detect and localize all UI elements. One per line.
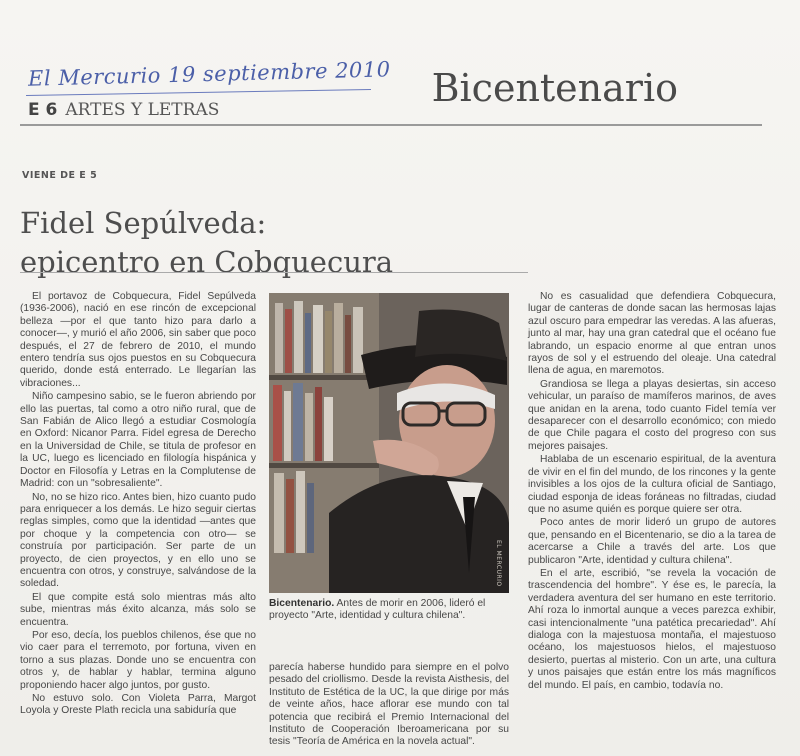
- portrait-photo-illustration: [269, 293, 509, 593]
- paragraph: El portavoz de Cobquecura, Fidel Sepúlveda (1936-2006), nació en ese rincón de excepcional belleza —por el que tanto hizo para darlo a conocer—, y murió el año 2006, sin saber que poco después, el 27 de febrero de 2010, el mundo entero tendría sus ojos puestos en su Cobquecura querido, donde está enterrado. Le llegarían las vibraciones...: [20, 291, 256, 389]
- paragraph: En el arte, escribió, "se revela la vocación de trascendencia del hombre". Y ése es, le parecía, la verdadera aventura del ser humano en este territorio. Ahí roza lo inmortal aunque a veces parezca exhibir, casi intencionalmente "una patética precariedad". Ahí dialoga con la majestuosa montaña, el majestuoso océano, los majestuosos hielos, el majestuoso desierto, puertas al misterio. Con un arte, una cultura y unos paisajes que están entre los más magníficos del mundo. El país, en cambio, todavía no.: [528, 567, 776, 691]
- paragraph: El que compite está solo mientras más alto sube, mientras más éxito alcanza, más solo se encuentra.: [20, 591, 256, 628]
- article-column-2: [269, 662, 509, 750]
- paragraph: Poco antes de morir lideró un grupo de autores que, pensando en el Bicentenario, se dio a la tarea de acercarse a Chile a través del arte. Los que publicaron "Arte, identidad y cultura chilena".: [528, 517, 776, 566]
- continued-from-label: VIENE DE E 5: [22, 170, 98, 181]
- paragraph: No es casualidad que defendiera Cobquecura, lugar de canteras de donde sacan las hermosas lajas azul oscuro para empedrar las veredas. A las afueras, junto al mar, hay una gran catedral que el océano fue labrando, un espacio enorme al que entran unos rayos de sol y el estruendo del oleaje. Una catedral llena de agua, en maremotos.: [528, 291, 776, 377]
- paragraph: parecía haberse hundido para siempre en el polvo pesado del criollismo. Desde la revista Aisthesis, del Instituto de Estética de la UC, la que dirige por más de veinte años, hace aflorar ese mundo con tal potencia que recibirá el Premio Internacional del Instituto de Cooperación Iberoamericana por su tesis "Teoría de América en la novela actual".: [269, 662, 509, 748]
- portrait-photo: [269, 293, 509, 593]
- paragraph: Hablaba de un escenario espiritual, de la aventura de vivir en el fin del mundo, de los rincones y la gente invisibles a los ojos de la cultura oficial de Santiago, ciudad esponja de ideas foráneas no filtradas, ciudad que no asume quién es porque quiere ser otra.: [528, 454, 776, 515]
- section-title: Bicentenario: [431, 66, 678, 110]
- section-header: [28, 100, 219, 120]
- article-column-1: [20, 291, 256, 719]
- caption-lead: Bicentenario.: [269, 598, 335, 609]
- paragraph: No estuvo solo. Con Violeta Parra, Margot Loyola y Oreste Plath recicla una sabiduría que: [20, 693, 256, 717]
- page-number: E 6: [28, 100, 58, 120]
- headline-rule: [20, 272, 528, 273]
- paragraph: Grandiosa se llega a playas desiertas, sin acceso vehicular, un paraíso de mamíferos marinos, de aves que anidan en la arena, todo cuanto Fidel temía ver desaparecer con el desarrollo económico; con miedo de que Chile pagara el costo del progreso con sus mejores paisajes.: [528, 378, 776, 452]
- headline-line-2: epicentro en Cobquecura: [20, 245, 394, 279]
- paragraph: Niño campesino sabio, se le fueron abriendo por ello las puertas, tal como a otro niño rural, que de San Fabián de Alico llegó a estudiar Cosmología en Oxford: Nicanor Parra. Fidel egresa de Derecho en la Universidad de Chile, se titula de profesor en la UC, luego es licenciado en filología hispánica y Doctor en Filosofía y Letras en la Complutense de Madrid: con un "sobresaliente".: [20, 391, 256, 490]
- paragraph: No, no se hizo rico. Antes bien, hizo cuanto pudo para enriquecer a los demás. Le hizo seguir ciertas reglas simples, como que la identidad —antes que por choque y la competencia con otro— se construía por participación. Ser parte de un proyecto, de cien proyectos, y en ello uno se encuentra con otros, y construye, salvándose de la soledad.: [20, 491, 256, 590]
- paragraph: Por eso, decía, los pueblos chilenos, ése que no vio caer para el terremoto, por fortuna, viven en torno a sus plazas. Donde uno se encuentra con otros y, de hablar y hablar, termina alguno proponiendo hacer algo juntos, por gusto.: [20, 629, 256, 691]
- headline-line-1: Fidel Sepúlveda:: [20, 206, 267, 240]
- photo-credit: EL MERCURIO: [495, 540, 502, 587]
- article-column-3: [528, 291, 776, 693]
- handwritten-underline: [26, 89, 371, 96]
- photo-caption: [269, 598, 509, 623]
- section-name: ARTES Y LETRAS: [65, 100, 220, 120]
- handwritten-source-note: El Mercurio 19 septiembre 2010: [27, 57, 391, 91]
- header-rule: [20, 124, 762, 126]
- article-headline: [20, 204, 393, 282]
- caption-text: Antes de morir en 2006, lideró el proyecto "Arte, identidad y cultura chilena".: [269, 598, 486, 622]
